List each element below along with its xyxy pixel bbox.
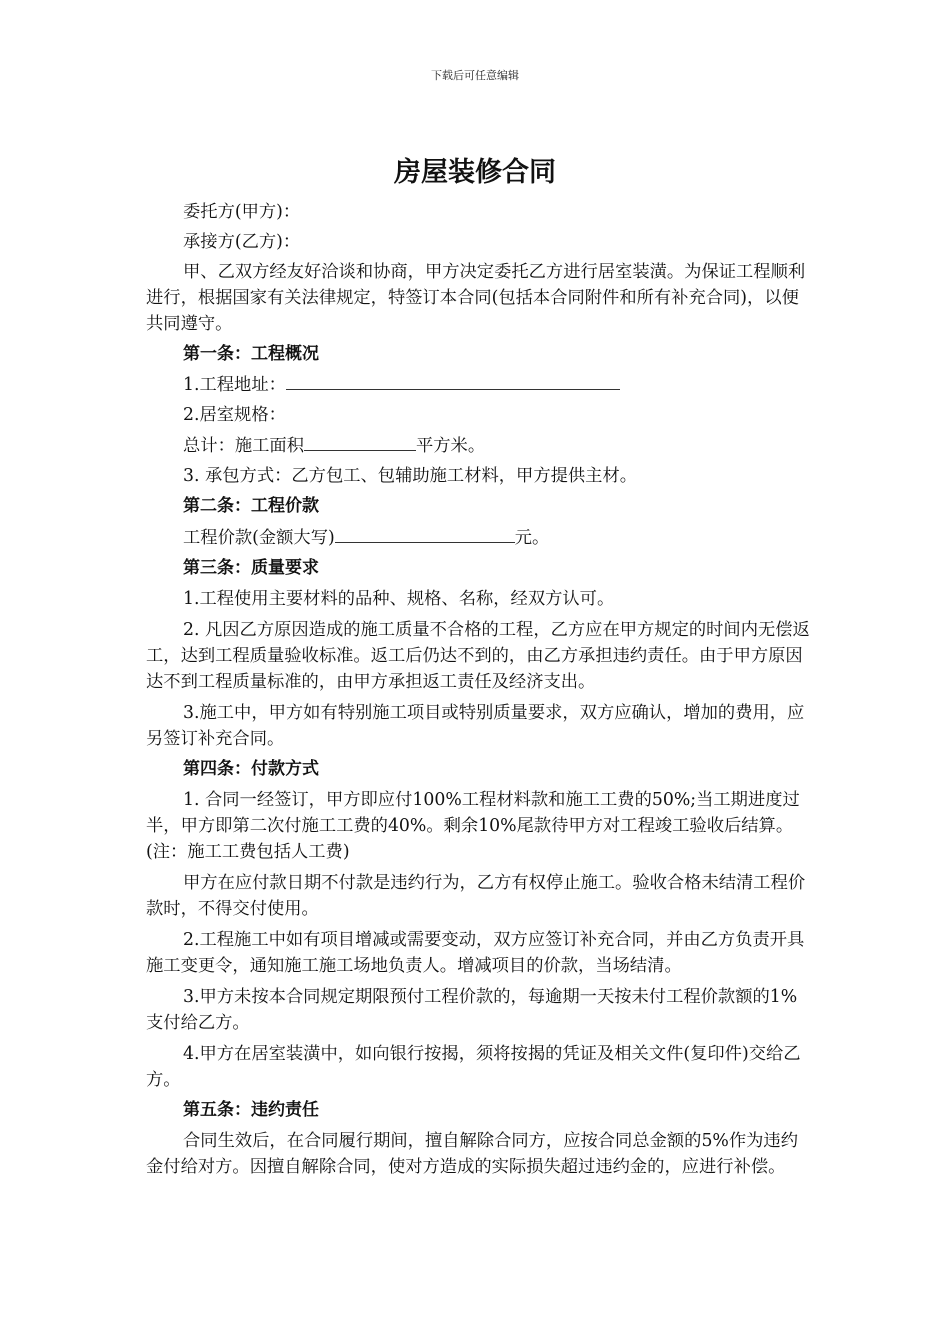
client-party-line: 委托方(甲方)：: [183, 202, 301, 222]
article-2-heading: 第二条：工程价款: [183, 496, 319, 516]
document-title: 房屋装修合同: [394, 157, 556, 188]
preamble-paragraph: 甲、乙双方经友好洽谈和协商，甲方决定委托乙方进行居室装潢。为保证工程顺利进行，根据国家有关法律规定，特签订本合同(包括本合同附件和所有补充合同)，以便共同遵守。: [146, 262, 806, 334]
contractor-party-line: 承接方(乙方)：: [183, 232, 301, 252]
article-3-heading: 第三条：质量要求: [183, 558, 319, 578]
header-note: 下载后可任意编辑: [431, 69, 519, 82]
breach-item-1: 合同生效后，在合同履行期间，擅自解除合同方，应按合同总金额的5%作为违约金付给对方。因擅自解除合同，使对方造成的实际损失超过违约金的，应进行补偿。: [146, 1131, 798, 1177]
area-suffix: 平方米。: [415, 436, 486, 456]
payment-item-3: 3.甲方未按本合同规定期限预付工程价款的，每逾期一天按未付工程价款额的1%支付给乙方。: [146, 987, 798, 1033]
address-blank: [286, 371, 620, 390]
payment-item-1: 1. 合同一经签订，甲方即应付100%工程材料款和施工工费的50%;当工期进度过半，甲方即第二次付施工工费的40%。剩余10%尾款待甲方对工程竣工验收后结算。(注：施工工费包括人工费): [146, 790, 800, 862]
contract-body: [146, 199, 811, 1180]
area-prefix: 总计：施工面积: [183, 436, 304, 456]
room-spec-line: 2.居室规格：: [183, 405, 286, 425]
payment-item-late: 甲方在应付款日期不付款是违约行为，乙方有权停止施工。验收合格未结清工程价款时，不得交付使用。: [146, 873, 806, 919]
article-5-heading: 第五条：违约责任: [183, 1100, 319, 1120]
article-1-heading: 第一条：工程概况: [183, 344, 319, 364]
contract-mode-line: 3. 承包方式：乙方包工、包辅助施工材料，甲方提供主材。: [183, 466, 638, 486]
quality-item-3: 3.施工中，甲方如有特别施工项目或特别质量要求，双方应确认，增加的费用，应另签订补充合同。: [146, 703, 805, 749]
price-suffix: 元。: [514, 528, 550, 548]
area-blank: [304, 432, 416, 451]
area-line: [146, 432, 811, 459]
address-label: 1.工程地址：: [183, 375, 286, 395]
quality-item-1: 1.工程使用主要材料的品种、规格、名称，经双方认可。: [183, 589, 615, 609]
payment-item-2: 2.工程施工中如有项目增减或需要变动，双方应签订补充合同，并由乙方负责开具施工变更令，通知施工施工场地负责人。增减项目的价款，当场结清。: [146, 930, 805, 976]
address-line: [146, 371, 811, 398]
price-line: [146, 524, 811, 551]
price-prefix: 工程价款(金额大写): [183, 528, 335, 548]
payment-item-4: 4.甲方在居室装潢中，如向银行按揭，须将按揭的凭证及相关文件(复印件)交给乙方。: [146, 1044, 801, 1090]
price-blank: [335, 524, 515, 543]
quality-item-2: 2. 凡因乙方原因造成的施工质量不合格的工程，乙方应在甲方规定的时间内无偿返工，达到工程质量验收标准。返工后仍达不到的，由乙方承担违约责任。由于甲方原因达不到工程质量标准的，由甲方承担返工责任及经济支出。: [146, 620, 810, 692]
article-4-heading: 第四条：付款方式: [183, 759, 319, 779]
